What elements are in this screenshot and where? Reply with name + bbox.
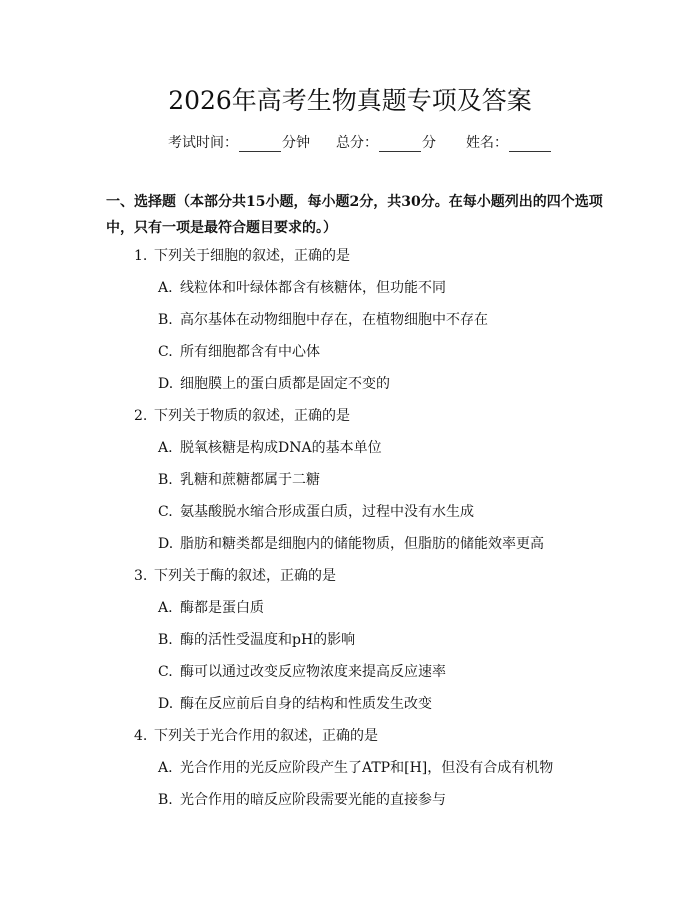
answer-option <box>0 624 700 656</box>
question-stem <box>0 720 700 752</box>
answer-option <box>0 784 700 816</box>
option-text: 高尔基体在动物细胞中存在，在植物细胞中不存在 <box>180 312 488 328</box>
option-letter: C. <box>158 344 173 360</box>
exam-time-label: 考试时间： <box>168 135 238 151</box>
answer-option <box>0 688 700 720</box>
option-text: 细胞膜上的蛋白质都是固定不变的 <box>180 376 390 392</box>
answer-option <box>0 368 700 400</box>
option-letter: A. <box>158 280 173 296</box>
option-letter: D. <box>158 376 174 392</box>
question-stem-text: 下列关于酶的叙述，正确的是 <box>154 568 336 584</box>
student-name-blank <box>509 137 551 152</box>
question-stem <box>0 400 700 432</box>
total-score-unit: 分 <box>422 135 436 151</box>
answer-option <box>0 304 700 336</box>
answer-option <box>0 528 700 560</box>
question-4 <box>0 720 700 816</box>
answer-option <box>0 496 700 528</box>
answer-option <box>0 432 700 464</box>
section-heading: 一、选择题（本部分共15小题，每小题2分，共30分。在每小题列出的四个选项中，只有一项是最符合题目要求的。） <box>106 194 603 236</box>
question-list <box>0 240 700 816</box>
option-text: 酶可以通过改变反应物浓度来提高反应速率 <box>180 664 446 680</box>
option-text: 所有细胞都含有中心体 <box>180 344 320 360</box>
question-stem-text: 下列关于光合作用的叙述，正确的是 <box>154 728 378 744</box>
question-2 <box>0 400 700 560</box>
student-name-field <box>466 132 552 152</box>
exam-time-unit: 分钟 <box>282 135 310 151</box>
option-letter: B. <box>158 312 173 328</box>
question-number: 3. <box>134 568 148 584</box>
question-number: 1. <box>134 248 148 264</box>
option-letter: A. <box>158 600 173 616</box>
option-text: 酶在反应前后自身的结构和性质发生改变 <box>180 696 432 712</box>
exam-time-blank <box>239 137 281 152</box>
total-score-blank <box>379 137 421 152</box>
option-text: 光合作用的光反应阶段产生了ATP和[H]，但没有合成有机物 <box>180 760 554 776</box>
exam-info-row <box>168 132 552 152</box>
option-letter: B. <box>158 472 173 488</box>
option-text: 氨基酸脱水缩合形成蛋白质，过程中没有水生成 <box>180 504 474 520</box>
question-stem-text: 下列关于物质的叙述，正确的是 <box>154 408 350 424</box>
question-stem <box>0 560 700 592</box>
option-letter: B. <box>158 792 173 808</box>
option-text: 脂肪和糖类都是细胞内的储能物质，但脂肪的储能效率更高 <box>180 536 544 552</box>
total-score-field <box>336 132 436 152</box>
option-letter: D. <box>158 536 174 552</box>
student-name-label: 姓名： <box>466 135 508 151</box>
option-letter: B. <box>158 632 173 648</box>
option-letter: A. <box>158 760 173 776</box>
page-title: 2026年高考生物真题专项及答案 <box>168 86 532 115</box>
option-letter: D. <box>158 696 174 712</box>
question-3 <box>0 560 700 720</box>
question-number: 4. <box>134 728 148 744</box>
question-number: 2. <box>134 408 148 424</box>
option-letter: C. <box>158 664 173 680</box>
option-text: 脱氧核糖是构成DNA的基本单位 <box>180 440 382 456</box>
exam-time-field <box>168 132 310 152</box>
option-text: 光合作用的暗反应阶段需要光能的直接参与 <box>180 792 446 808</box>
answer-option <box>0 752 700 784</box>
answer-option <box>0 336 700 368</box>
total-score-label: 总分： <box>336 135 378 151</box>
option-letter: A. <box>158 440 173 456</box>
option-text: 酶都是蛋白质 <box>180 600 264 616</box>
option-text: 线粒体和叶绿体都含有核糖体，但功能不同 <box>180 280 446 296</box>
option-text: 乳糖和蔗糖都属于二糖 <box>180 472 320 488</box>
question-1 <box>0 240 700 400</box>
answer-option <box>0 464 700 496</box>
answer-option <box>0 656 700 688</box>
question-stem <box>0 240 700 272</box>
answer-option <box>0 272 700 304</box>
question-stem-text: 下列关于细胞的叙述，正确的是 <box>154 248 350 264</box>
option-letter: C. <box>158 504 173 520</box>
answer-option <box>0 592 700 624</box>
option-text: 酶的活性受温度和pH的影响 <box>180 632 356 648</box>
